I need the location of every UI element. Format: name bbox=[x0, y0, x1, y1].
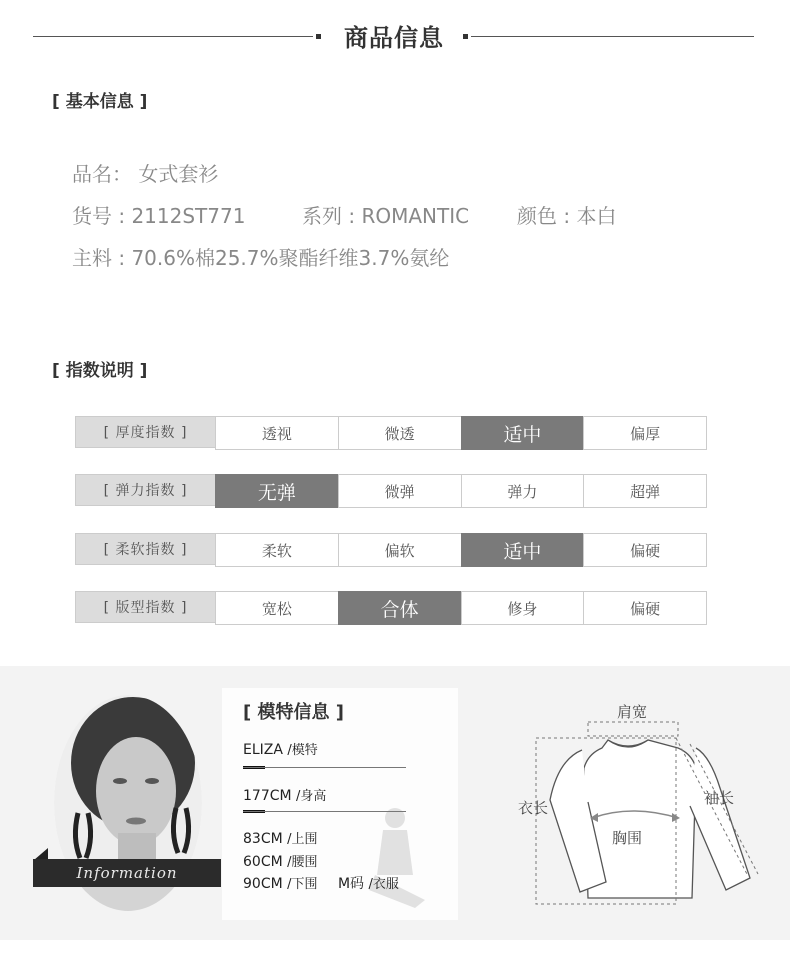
divider-2 bbox=[243, 811, 406, 812]
index-row bbox=[75, 591, 707, 625]
model-size-tag: /衣服 bbox=[368, 877, 399, 892]
model-hip-tag: /下围 bbox=[287, 877, 318, 892]
divider-1 bbox=[243, 767, 406, 768]
index-option: 微弹 bbox=[338, 474, 462, 508]
index-option: 透视 bbox=[215, 416, 339, 450]
index-row bbox=[75, 474, 707, 508]
index-option: 偏厚 bbox=[583, 416, 707, 450]
model-waist-line bbox=[243, 851, 318, 870]
index-option: 偏硬 bbox=[583, 591, 707, 625]
model-height-line bbox=[243, 785, 326, 804]
index-row bbox=[75, 416, 707, 450]
model-height-tag: /身高 bbox=[296, 789, 327, 804]
model-hip-line bbox=[243, 873, 399, 893]
product-sku: 货号 : 2112ST771 bbox=[72, 204, 246, 228]
index-row-label: [ 版型指数 ] bbox=[75, 591, 216, 623]
index-row-label: [ 柔软指数 ] bbox=[75, 533, 216, 565]
index-option-selected: 合体 bbox=[338, 591, 462, 625]
model-size: M码 bbox=[337, 876, 365, 892]
header-bullet-left bbox=[316, 34, 321, 39]
chest-label: 胸围 bbox=[612, 829, 643, 847]
shoulder-label: 肩宽 bbox=[617, 703, 648, 721]
product-series: 系列 : ROMANTIC bbox=[302, 204, 470, 228]
model-waist: 60CM bbox=[243, 854, 283, 870]
model-bust: 83CM bbox=[243, 831, 283, 847]
model-height: 177CM bbox=[243, 788, 292, 804]
index-option: 弹力 bbox=[461, 474, 585, 508]
model-name-tag: /模特 bbox=[287, 743, 318, 758]
index-option: 偏硬 bbox=[583, 533, 707, 567]
index-option-selected: 适中 bbox=[461, 533, 585, 567]
page-title: 商品信息 bbox=[344, 24, 444, 52]
index-row bbox=[75, 533, 707, 567]
card-faded-figure bbox=[355, 800, 435, 910]
model-info-title: [ 模特信息 ] bbox=[243, 702, 344, 723]
index-option: 微透 bbox=[338, 416, 462, 450]
basic-info-title: [ 基本信息 ] bbox=[52, 92, 148, 112]
model-name-line bbox=[243, 739, 318, 758]
header-rule-right bbox=[471, 36, 754, 37]
index-option-selected: 适中 bbox=[461, 416, 585, 450]
index-option: 修身 bbox=[461, 591, 585, 625]
index-title: [ 指数说明 ] bbox=[52, 361, 148, 381]
product-name: 品名： 女式套衫 bbox=[72, 162, 219, 186]
index-option-selected: 无弹 bbox=[215, 474, 339, 508]
information-banner-text: Information bbox=[76, 864, 178, 882]
model-waist-tag: /腰围 bbox=[287, 855, 318, 870]
index-option: 宽松 bbox=[215, 591, 339, 625]
model-bust-tag: /上围 bbox=[287, 832, 318, 847]
product-material: 主料 : 70.6%棉25.7%聚酯纤维3.7%氨纶 bbox=[72, 246, 450, 270]
header-rule-left bbox=[33, 36, 313, 37]
model-hip: 90CM bbox=[243, 876, 283, 892]
information-banner bbox=[33, 859, 221, 887]
index-row-label: [ 弹力指数 ] bbox=[75, 474, 216, 506]
index-option: 超弹 bbox=[583, 474, 707, 508]
sleeve-label: 袖长 bbox=[704, 789, 735, 807]
index-row-label: [ 厚度指数 ] bbox=[75, 416, 216, 448]
model-bust-line bbox=[243, 828, 318, 847]
header-bullet-right bbox=[463, 34, 468, 39]
model-name: ELIZA bbox=[243, 742, 283, 758]
length-label: 衣长 bbox=[518, 799, 549, 817]
product-color: 颜色 : 本白 bbox=[517, 204, 617, 228]
index-option: 柔软 bbox=[215, 533, 339, 567]
index-option: 偏软 bbox=[338, 533, 462, 567]
